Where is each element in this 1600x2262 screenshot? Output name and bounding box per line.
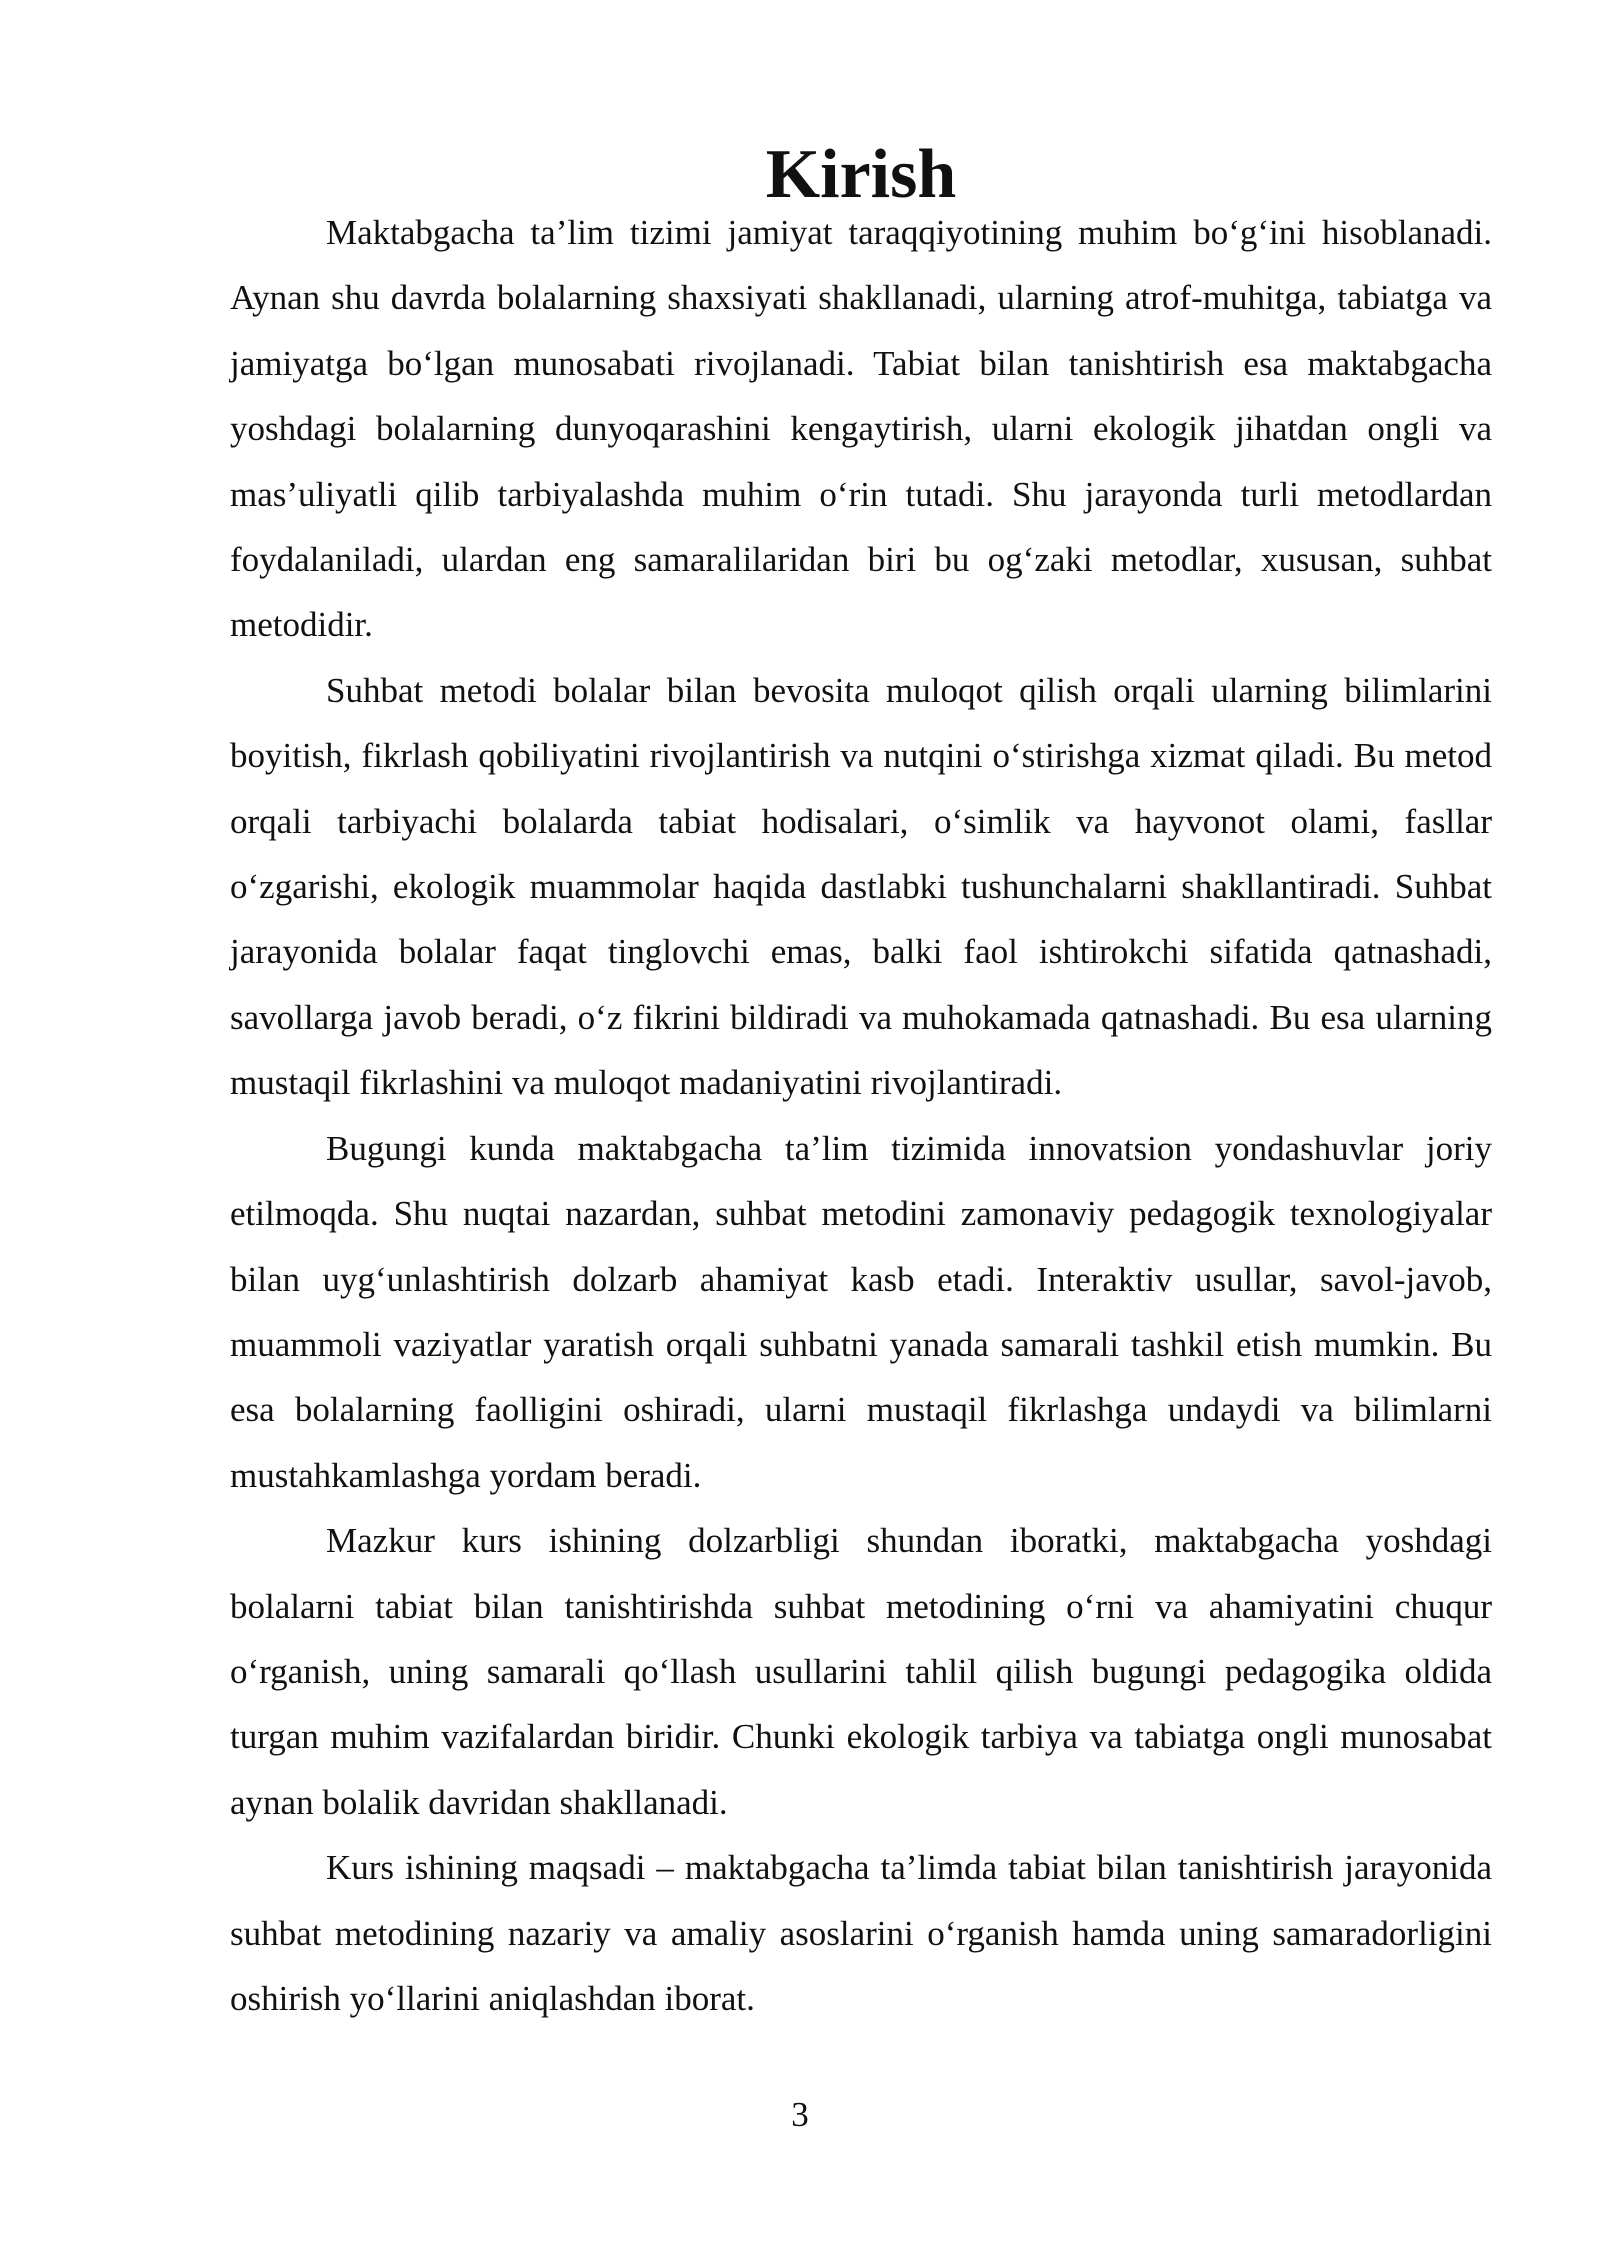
page-number: 3 <box>791 2095 809 2134</box>
paragraph-2: Suhbat metodi bolalar bilan bevosita muloqot qilish orqali ularning bilimlarini boyitish, fikrlash qobiliyatini rivojlantirish va nutqini o‘stirishga xizmat qiladi. Bu metod orqali tarbiyachi bolalarda tabiat hodisalari, o‘simlik va hayvonot olami, fasllar o‘zgarishi, ekologik muammolar haqida dastlabki tushunchalarni shakllantiradi. Suhbat jarayonida bolalar faqat tinglovchi emas, balki faol ishtirokchi sifatida qatnashadi, savollarga javob beradi, o‘z fikrini bildiradi va muhokamada qatnashadi. Bu esa ularning mustaqil fikrlashini va muloqot madaniyatini rivojlantiradi. <box>230 670 1492 1103</box>
paragraph-3: Bugungi kunda maktabgacha ta’lim tizimida innovatsion yondashuvlar joriy etilmoqda. Shu nuqtai nazardan, suhbat metodini zamonaviy pedagogik texnologiyalar bilan uyg‘unlashtirish dolzarb ahamiyat kasb etadi. Interaktiv usullar, savol-javob, muammoli vaziyatlar yaratish orqali suhbatni yanada samarali tashkil etish mumkin. Bu esa bolalarning faolligini oshiradi, ularni mustaqil fikrlashga undaydi va bilimlarni mustahkamlashga yordam beradi. <box>230 1128 1492 1495</box>
paragraph-1: Maktabgacha ta’lim tizimi jamiyat taraqqiyotining muhim bo‘g‘ini hisoblanadi. Aynan shu davrda bolalarning shaxsiyati shakllanadi, ularning atrof-muhitga, tabiatga va jamiyatga bo‘lgan munosabati rivojlanadi. Tabiat bilan tanishtirish esa maktabgacha yoshdagi bolalarning dunyoqarashini kengaytirish, ularni ekologik jihatdan ongli va mas’uliyatli qilib tarbiyalashda muhim o‘rin tutadi. Shu jarayonda turli metodlardan foydalaniladi, ulardan eng samaralilaridan biri bu og‘zaki metodlar, xususan, suhbat metodidir. <box>230 213 1492 645</box>
section-title: Kirish <box>765 136 957 213</box>
document-page <box>230 136 1492 2031</box>
paragraph-4: Mazkur kurs ishining dolzarbligi shundan iboratki, maktabgacha yoshdagi bolalarni tabiat bilan tanishtirishda suhbat metodining o‘rni va ahamiyatini chuqur o‘rganish, uning samarali qo‘llash usullarini tahlil qilish bugungi pedagogika oldida turgan muhim vazifalardan biridir. Chunki ekologik tarbiya va tabiatga ongli munosabat aynan bolalik davridan shakllanadi. <box>230 1521 1492 1822</box>
paragraph-5: Kurs ishining maqsadi – maktabgacha ta’limda tabiat bilan tanishtirish jarayonida suhbat metodining nazariy va amaliy asoslarini o‘rganish hamda uning samaradorligini oshirish yo‘llarini aniqlashdan iborat. <box>230 1848 1492 2018</box>
